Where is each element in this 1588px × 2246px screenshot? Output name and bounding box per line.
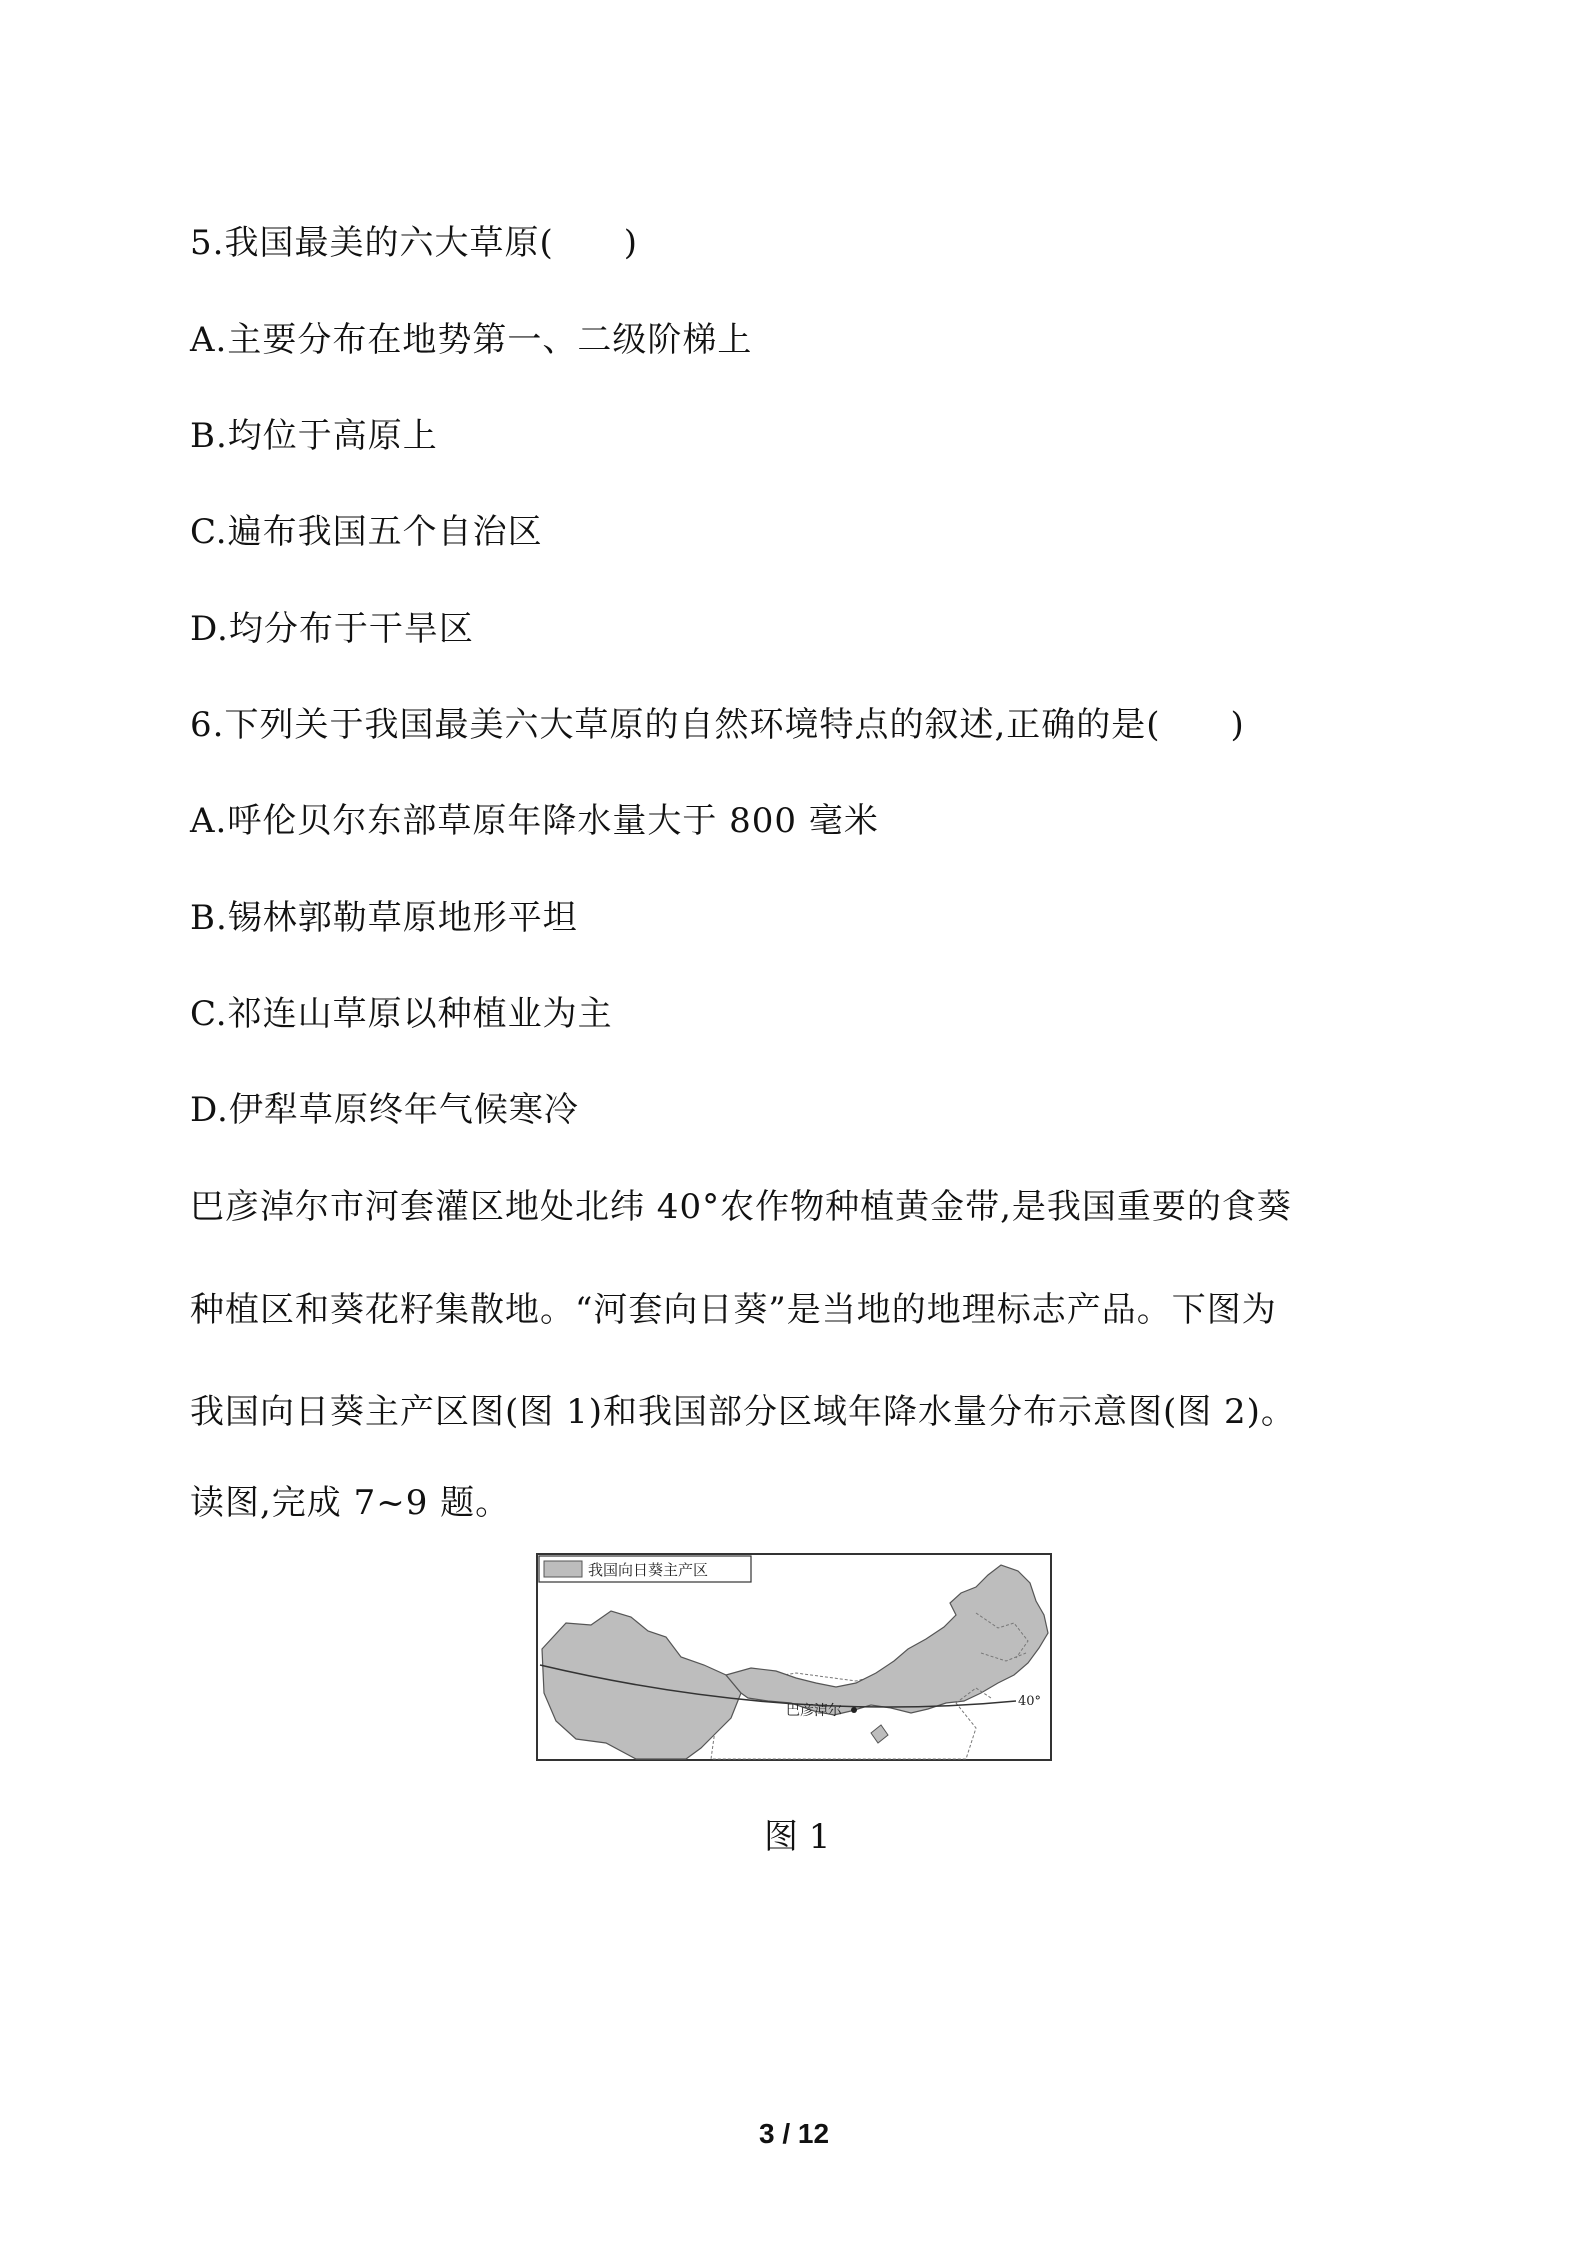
question-6-option-c: C.祁连山草原以种植业为主 [190, 994, 613, 1034]
question-6-option-a: A.呼伦贝尔东部草原年降水量大于 800 毫米 [190, 801, 879, 841]
passage-line-1: 巴彦淖尔市河套灌区地处北纬 40°农作物种植黄金带,是我国重要的食葵 [190, 1187, 1292, 1227]
page-number: 3 / 12 [758, 2118, 830, 2149]
passage-line-4: 读图,完成 7~9 题。 [190, 1483, 511, 1523]
latitude-label: 40° [1018, 1694, 1042, 1709]
question-5-option-c: C.遍布我国五个自治区 [190, 512, 543, 552]
question-6-stem: 6.下列关于我国最美六大草原的自然环境特点的叙述,正确的是( ) [190, 705, 1245, 745]
question-5-option-b: B.均位于高原上 [190, 416, 438, 456]
bayannur-label: 巴彦淖尔 [786, 1703, 842, 1719]
passage-line-3: 我国向日葵主产区图(图 1)和我国部分区域年降水量分布示意图(图 2)。 [190, 1392, 1296, 1432]
question-5-stem: 5.我国最美的六大草原( ) [190, 223, 638, 263]
legend-label: 我国向日葵主产区 [588, 1561, 709, 1579]
figure-caption: 图 1 [764, 1817, 831, 1857]
sunflower-region-map [536, 1553, 1052, 1761]
question-5-option-a: A.主要分布在地势第一、二级阶梯上 [190, 320, 753, 360]
passage-line-2: 种植区和葵花籽集散地。“河套向日葵”是当地的地理标志产品。下图为 [190, 1290, 1277, 1330]
legend-swatch [544, 1561, 582, 1577]
question-6-option-d: D.伊犁草原终年气候寒冷 [190, 1090, 579, 1130]
question-6-option-b: B.锡林郭勒草原地形平坦 [190, 898, 578, 938]
question-5-option-d: D.均分布于干旱区 [190, 609, 474, 649]
bayannur-marker [851, 1707, 857, 1713]
